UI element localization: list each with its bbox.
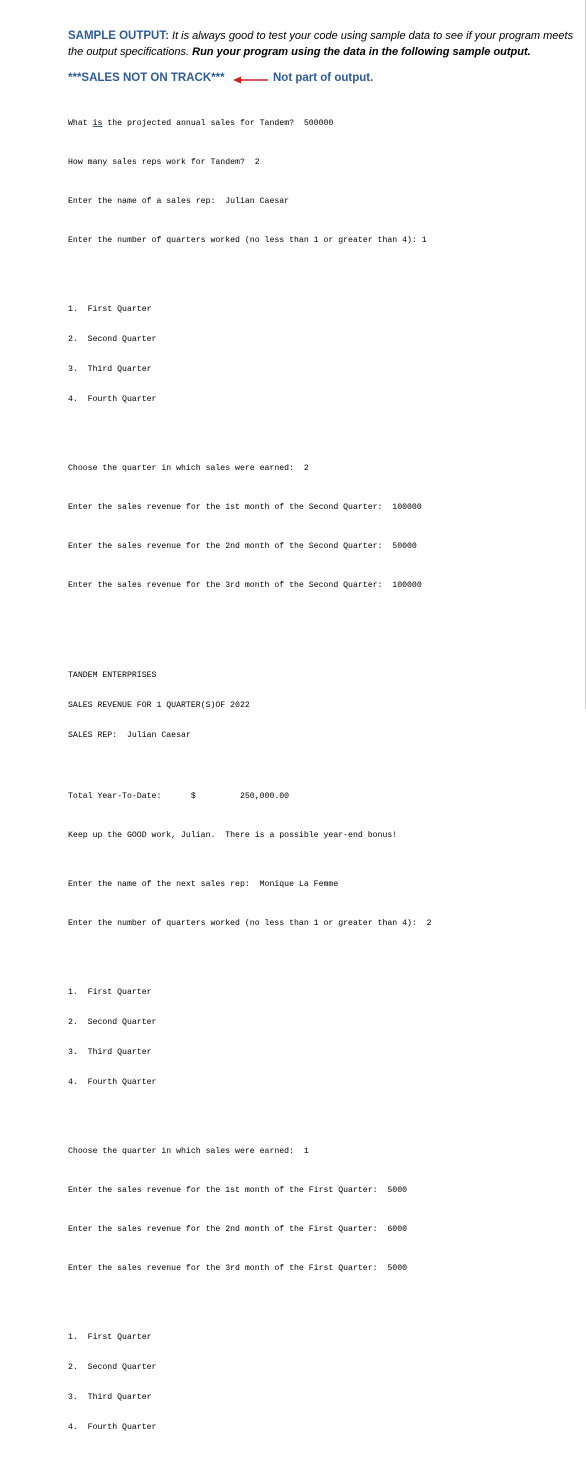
menu-item: 2. Second Quarter (68, 335, 157, 344)
menu-item: 1. First Quarter (68, 1333, 152, 1342)
choose-quarter-prompt: Choose the quarter in which sales were earned: 2 (68, 464, 309, 473)
revenue-month-1-prompt: Enter the sales revenue for the 1st month of the Second Quarter: 100000 (68, 503, 422, 512)
report-total: Total Year-To-Date: $ 250,000.00 (68, 792, 290, 801)
left-arrow-icon (233, 75, 269, 85)
menu-item: 3. Third Quarter (68, 1393, 152, 1402)
sales-not-on-track-line (68, 72, 578, 90)
intro-instruction: Run your program using the data in the following sample output. (192, 46, 531, 58)
menu-item: 2. Second Quarter (68, 1018, 157, 1027)
sales-report-header (68, 651, 578, 761)
menu-item: 1. First Quarter (68, 305, 152, 314)
menu-item: 1. First Quarter (68, 988, 152, 997)
menu-item: 4. Fourth Quarter (68, 1423, 157, 1432)
revenue-month-2-prompt: Enter the sales revenue for the 2nd month of the First Quarter: 6000 (68, 1225, 408, 1234)
document-page (68, 0, 578, 1473)
report-bonus-message: Keep up the GOOD work, Julian. There is a possible year-end bonus! (68, 831, 398, 840)
next-rep-name-prompt: Enter the name of the next sales rep: Monique La Femme (68, 880, 339, 889)
quarters-worked-prompt: Enter the number of quarters worked (no less than 1 or greater than 4): 1 (68, 236, 427, 245)
choose-quarter-prompt: Choose the quarter in which sales were earned: 1 (68, 1147, 309, 1156)
revenue-month-3-prompt: Enter the sales revenue for the 3rd month of the First Quarter: 5000 (68, 1264, 408, 1273)
projected-sales-prompt: What is the projected annual sales for Tandem? 500000 (68, 119, 334, 128)
menu-item: 3. Third Quarter (68, 1048, 152, 1057)
rep-name-prompt: Enter the name of a sales rep: Julian Caesar (68, 197, 290, 206)
quarter-menu (68, 968, 578, 1108)
report-title: SALES REVENUE FOR 1 QUARTER(S)OF 2022 (68, 701, 250, 710)
quarter-menu (68, 1313, 578, 1453)
menu-item: 2. Second Quarter (68, 1363, 157, 1372)
intro-paragraph (68, 28, 578, 60)
revenue-month-2-prompt: Enter the sales revenue for the 2nd month of the Second Quarter: 50000 (68, 542, 417, 551)
report-rep: SALES REP: Julian Caesar (68, 731, 191, 740)
reps-count-prompt: How many sales reps work for Tandem? 2 (68, 158, 260, 167)
console-output (68, 90, 578, 1473)
revenue-month-3-prompt: Enter the sales revenue for the 3rd month of the Second Quarter: 100000 (68, 581, 422, 590)
menu-item: 4. Fourth Quarter (68, 1078, 157, 1087)
quarter-menu (68, 285, 578, 425)
revenue-month-1-prompt: Enter the sales revenue for the 1st month of the First Quarter: 5000 (68, 1186, 408, 1195)
sample-output-label: SAMPLE OUTPUT: (68, 30, 169, 42)
quarters-worked-prompt: Enter the number of quarters worked (no less than 1 or greater than 4): 2 (68, 919, 432, 928)
menu-item: 3. Third Quarter (68, 365, 152, 374)
sales-not-on-track-label: ***SALES NOT ON TRACK*** (68, 72, 225, 84)
intro-text: It is always good to test your code using sample data to see if your program meets the output specifications. (68, 30, 574, 58)
menu-item: 4. Fourth Quarter (68, 395, 157, 404)
report-company: TANDEM ENTERPRISES (68, 671, 157, 680)
not-part-of-output-note: Not part of output. (273, 72, 374, 84)
